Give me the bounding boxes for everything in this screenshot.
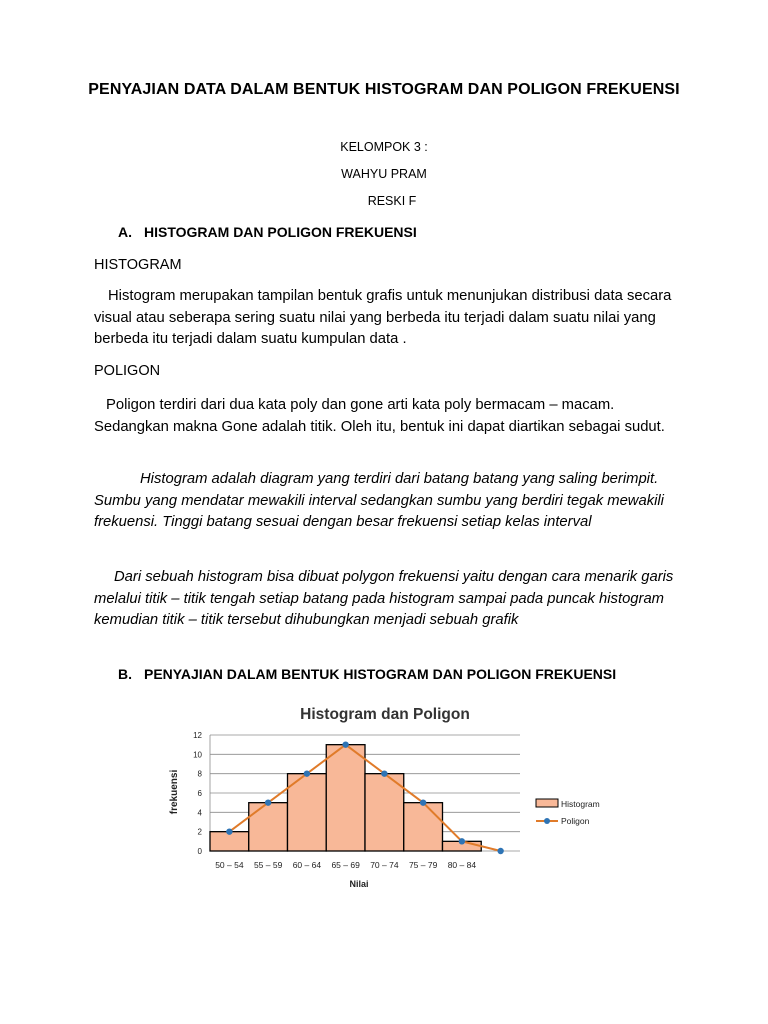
legend-poligon-label: Poligon xyxy=(561,816,590,826)
member-name-1: WAHYU PRAM xyxy=(341,167,427,181)
histogram-bar xyxy=(404,803,443,851)
polygon-point xyxy=(459,838,465,844)
section-b-title: PENYAJIAN DALAM BENTUK HISTOGRAM DAN POLIGON FREKUENSI xyxy=(144,666,617,682)
x-tick-label: 55 – 59 xyxy=(253,860,283,870)
legend-histogram-swatch xyxy=(536,799,558,807)
polygon-point xyxy=(497,848,503,854)
histogram-label: HISTOGRAM xyxy=(94,257,182,273)
poligon-label: POLIGON xyxy=(94,363,161,379)
bar-series xyxy=(210,745,481,851)
x-axis-label: Nilai xyxy=(349,879,369,889)
histogram-bar xyxy=(365,774,404,851)
group-label: KELOMPOK 3 : xyxy=(340,140,428,154)
histogram-bar xyxy=(249,803,288,851)
polygon-point xyxy=(265,799,271,805)
y-tick-label: 4 xyxy=(197,808,202,818)
polygon-point xyxy=(226,828,232,834)
y-tick-label: 12 xyxy=(193,731,202,740)
x-tick-label: 60 – 64 xyxy=(292,860,322,870)
y-tick-label: 8 xyxy=(197,769,202,779)
chart-title: Histogram dan Poligon xyxy=(300,706,470,723)
y-tick-label: 2 xyxy=(197,827,202,837)
section-b-heading xyxy=(118,666,616,682)
y-axis-label: frekuensi xyxy=(169,769,180,815)
section-a-number: A. xyxy=(118,224,132,240)
document-title: PENYAJIAN DATA DALAM BENTUK HISTOGRAM DAN POLIGON FREKUENSI xyxy=(88,81,680,98)
italic-paragraph-1: Histogram adalah diagram yang terdiri dari batang batang yang saling berimpit. Sumbu yang mendatar mewakili interval sedangkan sumbu yang berdiri tegak mewakili frekuensi. Tinggi batang sesuai dengan besar frekuensi setiap kelas interval xyxy=(94,471,664,530)
y-tick-label: 10 xyxy=(193,750,202,760)
legend-poligon-marker xyxy=(544,818,550,824)
x-tick-label: 50 – 54 xyxy=(215,860,244,870)
x-tick-label: 75 – 79 xyxy=(408,860,438,870)
histogram-bar xyxy=(288,774,327,851)
section-a-title: HISTOGRAM DAN POLIGON FREKUENSI xyxy=(144,224,417,240)
histogram-paragraph: Histogram merupakan tampilan bentuk grafis untuk menunjukan distribusi data secara visual atau seberapa sering suatu nilai yang berbeda itu terjadi dalam suatu nilai yang berbeda itu terjadi dalam suatu kumpulan data . xyxy=(94,288,672,347)
y-tick-label: 6 xyxy=(197,789,202,798)
polygon-point xyxy=(420,799,426,805)
poligon-paragraph: Poligon terdiri dari dua kata poly dan gone arti kata poly bermacam – macam. Sedangkan makna Gone adalah titik. Oleh itu, bentuk ini dapat diartikan sebagai sudut. xyxy=(94,397,665,435)
member-name-2: RESKI F xyxy=(367,194,417,208)
x-tick-label: 70 – 74 xyxy=(370,860,399,870)
italic-paragraph-2: Dari sebuah histogram bisa dibuat polygon frekuensi yaitu dengan cara menarik garis melalui titik – titik tengah setiap batang pada histogram sampai pada puncak histogram kemudian titik – titik tersebut dihubungkan menjadi sebuah grafik xyxy=(94,569,674,628)
chart-legend xyxy=(536,799,600,826)
histogram-bar xyxy=(326,745,365,851)
y-tick-label: 0 xyxy=(197,847,202,856)
section-a-heading xyxy=(118,224,417,240)
x-tick-label: 65 – 69 xyxy=(331,860,360,870)
x-tick-label: 80 – 84 xyxy=(447,860,477,870)
histogram-chart xyxy=(150,698,620,898)
polygon-point xyxy=(342,741,348,747)
polygon-point xyxy=(304,770,310,776)
section-b-number: B. xyxy=(118,666,132,682)
legend-histogram-label: Histogram xyxy=(561,799,600,809)
polygon-point xyxy=(381,770,387,776)
